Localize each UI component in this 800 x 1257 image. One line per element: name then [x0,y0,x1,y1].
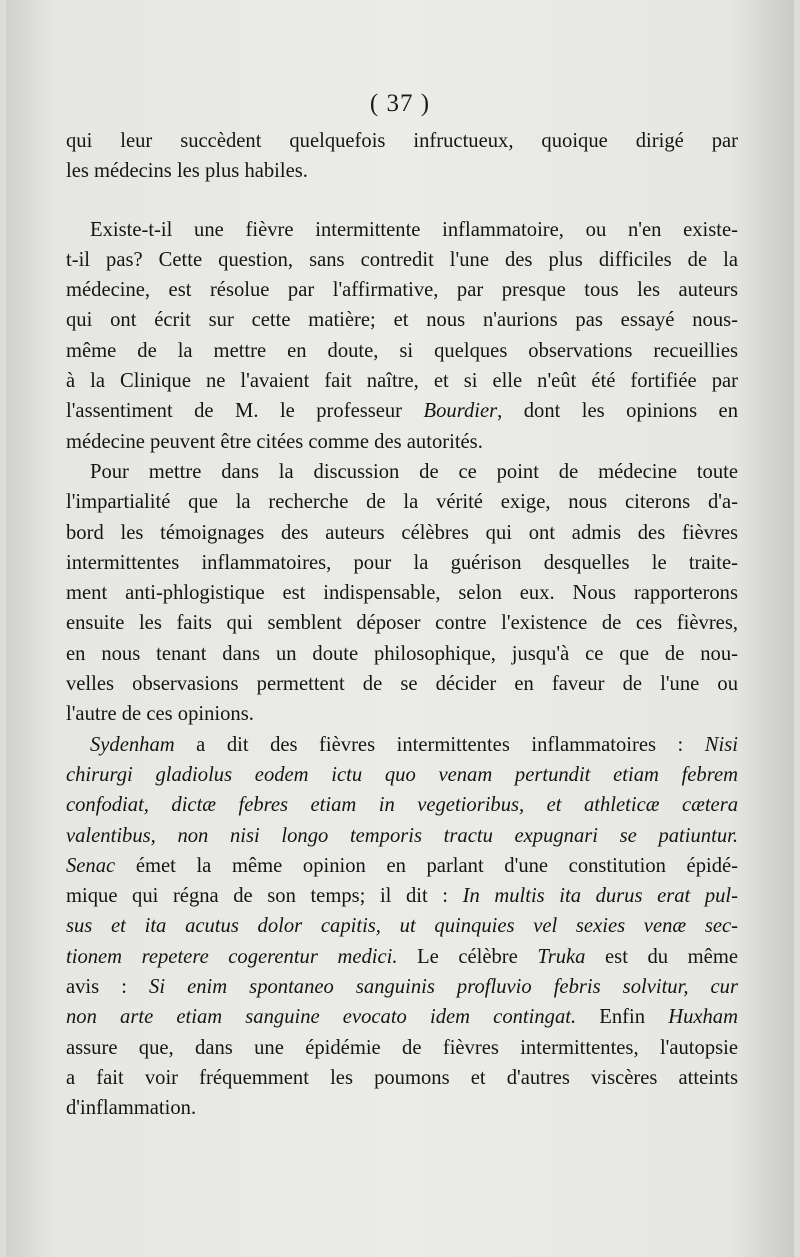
text-line: médecine, est résolue par l'affirmative, par presque tous les auteurs [66,279,738,302]
text-line: intermittentes inflammatoires, pour la guérison desquelles le traite- [66,551,738,574]
text-line [66,851,738,881]
text-line: assure que, dans une épidémie de fièvres intermittentes, l'autopsie [66,1036,738,1059]
text-line: a fait voir fréquemment les poumons et d'autres viscères atteints [66,1066,738,1089]
text-line: t-il pas? Cette question, sans contredit l'une des plus difficiles de la [66,248,738,271]
text-fragment: Enfin [599,1006,646,1029]
text-fragment: émet la même opinion en parlant d'une constitution épidé- [135,854,739,877]
text-line: bord les témoignages des auteurs célèbres qui ont admis des fièvres [66,521,738,544]
text-line: sus et ita acutus dolor capitis, ut quinquies vel sexies venæ sec- [66,915,738,938]
text-line: l'autre de ces opinions. [66,703,254,726]
text-line: en nous tenant dans un doute philosophique, jusqu'à ce que de nou- [66,642,738,665]
text-fragment: , dont les opinions en [497,400,738,423]
text-line: même de la mettre en doute, si quelques observations recueillies [66,339,738,362]
text-line: chirurgi gladiolus eodem ictu quo venam pertundit etiam febrem [66,763,738,786]
page-text [66,126,738,1124]
text-fragment: a dit des fièvres intermittentes inflammatoires : [196,733,684,756]
author-name: Huxham [668,1006,738,1029]
text-line [66,942,738,972]
text-line: velles observasions permettent de se décider en faveur de l'une ou [66,673,738,696]
text-line: confodiat, dictæ febres etiam in vegetioribus, et athleticæ cætera [66,794,738,817]
latin-quote: In multis ita durus erat pul- [462,885,738,908]
text-line: d'inflammation. [66,1097,197,1120]
text-line: valentibus, non nisi longo temporis tractu expugnari se patiuntur. [66,824,738,847]
text-line [66,972,738,1002]
text-line: médecine peuvent être citées comme des autorités. [66,430,483,453]
text-line [66,881,738,911]
latin-quote: Si enim spontaneo sanguinis profluvio febris solvitur, cur [149,976,738,999]
text-line: Pour mettre dans la discussion de ce point de médecine toute [90,460,738,483]
author-name: Senac [66,854,116,877]
text-fragment: mique qui régna de son temps; il dit : [66,885,449,908]
text-line [66,1002,738,1032]
paragraph-gap [66,187,738,215]
text-fragment: avis : [66,976,127,999]
latin-quote: non arte etiam sanguine evocato idem contingat. [66,1006,577,1029]
latin-quote: Nisi [704,733,738,756]
text-line: Existe-t-il une fièvre intermittente inflammatoire, ou n'en existe- [90,218,738,241]
text-line: qui ont écrit sur cette matière; et nous n'aurions pas essayé nous- [66,309,738,332]
text-line: ment anti-phlogistique est indispensable, selon eux. Nous rapporterons [66,582,738,605]
text-fragment: Le célèbre [417,945,518,968]
text-fragment: l'assentiment de M. le professeur [66,400,403,423]
text-line: l'impartialité que la recherche de la vérité exige, nous citerons d'a- [66,491,738,514]
text-fragment: est du même [605,945,738,968]
text-line [66,730,738,760]
text-line [66,396,738,426]
text-line: à la Clinique ne l'avaient fait naître, et si elle n'eût été fortifiée par [66,370,738,393]
text-line: ensuite les faits qui semblent déposer contre l'existence de ces fièvres, [66,612,738,635]
text-line: qui leur succèdent quelquefois infructueux, quoique dirigé par [66,130,738,152]
latin-quote: tionem repetere cogerentur medici. [66,945,398,968]
author-name: Truka [537,945,586,968]
page-number: ( 37 ) [369,90,431,117]
author-name: Sydenham [90,733,175,756]
text-line: les médecins les plus habiles. [66,160,308,183]
author-name: Bourdier [423,400,498,423]
